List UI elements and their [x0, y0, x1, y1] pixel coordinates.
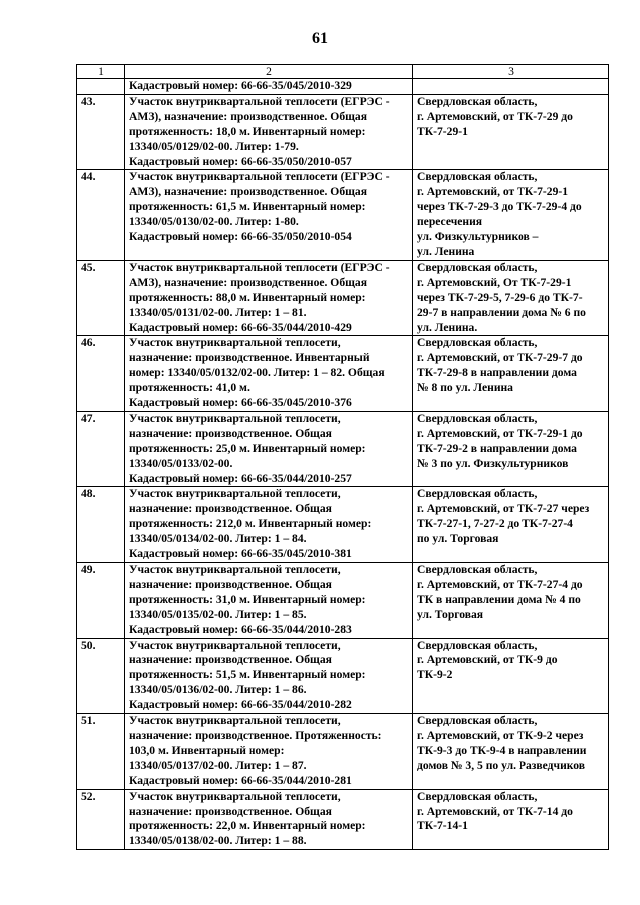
address-cell — [413, 170, 609, 260]
address-line: № 3 по ул. Физкультурников — [417, 456, 569, 470]
address-line: по ул. Торговая — [417, 532, 499, 546]
address-cell — [413, 411, 609, 487]
address-line: г. Артемовский, от ТК-7-29-7 до — [417, 351, 583, 365]
description-line: Участок внутриквартальной теплосети (ЕГРЭС - — [129, 170, 390, 184]
table-row — [77, 563, 609, 639]
address-line: г. Артемовский, от ТК-7-29-1 — [417, 185, 569, 199]
description-cell — [125, 563, 413, 639]
address-line: г. Артемовский, от ТК-9 до — [417, 653, 558, 667]
column-header-number: 1 — [77, 65, 125, 79]
description-line: Кадастровый номер: 66-66-35/045/2010-376 — [129, 396, 352, 410]
address-line: ТК-7-27-1, 7-27-2 до ТК-7-27-4 — [417, 517, 573, 531]
address-cell — [413, 789, 609, 850]
description-line: Участок внутриквартальной теплосети (ЕГРЭС - — [129, 94, 390, 108]
address-line: Свердловская область, — [417, 638, 538, 652]
address-line: ТК-9-3 до ТК-9-4 в направлении — [417, 743, 587, 757]
row-number-cell: 48. — [77, 487, 125, 563]
description-cell — [125, 714, 413, 790]
description-line: Участок внутриквартальной теплосети, — [129, 563, 341, 576]
address-cell — [413, 638, 609, 714]
address-line: г. Артемовский, от ТК-7-29 до — [417, 109, 573, 123]
column-header-address: 3 — [413, 65, 609, 79]
address-line: ТК-7-29-2 в направлении дома — [417, 441, 577, 455]
table-row — [77, 714, 609, 790]
address-line: г. Артемовский, от ТК-7-27 через — [417, 502, 590, 516]
description-line: АМЗ), назначение: производственное. Общая — [129, 185, 367, 199]
description-line: назначение: производственное. Инвентарный — [129, 351, 370, 365]
row-number-cell: 51. — [77, 714, 125, 790]
description-line: Участок внутриквартальной теплосети, — [129, 714, 341, 728]
description-line: 13340/05/0134/02-00. Литер: 1 – 84. — [129, 532, 307, 546]
address-cell — [413, 79, 609, 95]
description-cell — [125, 79, 413, 95]
row-number-cell: 47. — [77, 411, 125, 487]
address-line: Свердловская область, — [417, 170, 538, 184]
row-number-cell: 46. — [77, 336, 125, 412]
address-line: домов № 3, 5 по ул. Разведчиков — [417, 758, 586, 772]
row-number-cell: 49. — [77, 563, 125, 639]
table-row — [77, 170, 609, 260]
description-line: Кадастровый номер: 66-66-35/044/2010-257 — [129, 471, 352, 485]
address-line: Свердловская область, — [417, 563, 538, 576]
address-line: г. Артемовский, от ТК-7-14 до — [417, 804, 573, 818]
description-line: 13340/05/0131/02-00. Литер: 1 – 81. — [129, 305, 307, 319]
table-row — [77, 260, 609, 336]
description-line: назначение: производственное. Общая — [129, 426, 332, 440]
description-line: Участок внутриквартальной теплосети, — [129, 336, 341, 350]
description-line: назначение: производственное. Общая — [129, 502, 332, 516]
description-line: 13340/05/0136/02-00. Литер: 1 – 86. — [129, 683, 307, 697]
address-line: ул. Торговая — [417, 607, 484, 621]
description-line: 13340/05/0135/02-00. Литер: 1 – 85. — [129, 607, 307, 621]
description-line: протяженность: 25,0 м. Инвентарный номер: — [129, 441, 366, 455]
table-row — [77, 94, 609, 170]
description-line: назначение: производственное. Протяженность: — [129, 728, 382, 742]
address-line: ул. Ленина — [417, 244, 475, 258]
address-line: ТК-7-29-8 в направлении дома — [417, 366, 577, 380]
address-line: ул. Физкультурников – — [417, 230, 539, 244]
description-line: 13340/05/0129/02-00. Литер: 1-79. — [129, 139, 299, 153]
address-line: ТК-7-14-1 — [417, 819, 468, 833]
description-line: 13340/05/0130/02-00. Литер: 1-80. — [129, 215, 299, 229]
table-row — [77, 336, 609, 412]
description-line: назначение: производственное. Общая — [129, 653, 332, 667]
address-line: пересечения — [417, 215, 483, 229]
description-cell — [125, 411, 413, 487]
description-cell — [125, 260, 413, 336]
address-line: Свердловская область, — [417, 260, 538, 274]
table-row — [77, 638, 609, 714]
description-line: Кадастровый номер: 66-66-35/044/2010-282 — [129, 698, 352, 712]
address-line: г. Артемовский, от ТК-7-29-1 до — [417, 426, 583, 440]
description-line: назначение: производственное. Общая — [129, 577, 332, 591]
row-number-cell: 43. — [77, 94, 125, 170]
address-line: ТК-9-2 — [417, 668, 453, 682]
address-line: ул. Ленина. — [417, 320, 478, 334]
description-line: Кадастровый номер: 66-66-35/045/2010-381 — [129, 547, 352, 561]
address-line: Свердловская область, — [417, 714, 538, 728]
row-number-cell: 52. — [77, 789, 125, 850]
description-line: Участок внутриквартальной теплосети, — [129, 487, 341, 501]
description-line: Кадастровый номер: 66-66-35/044/2010-283 — [129, 622, 352, 636]
description-line: протяженность: 88,0 м. Инвентарный номер: — [129, 290, 366, 304]
description-line: протяженность: 22,0 м. Инвентарный номер: — [129, 819, 366, 833]
row-number-cell — [77, 79, 125, 95]
address-line: г. Артемовский, от ТК-7-27-4 до — [417, 577, 583, 591]
description-cell — [125, 94, 413, 170]
address-line: Свердловская область, — [417, 789, 538, 803]
column-header-description: 2 — [125, 65, 413, 79]
description-line: Кадастровый номер: 66-66-35/050/2010-054 — [129, 230, 352, 244]
description-line: АМЗ), назначение: производственное. Общая — [129, 275, 367, 289]
address-line: ТК-7-29-1 — [417, 124, 468, 138]
address-cell — [413, 260, 609, 336]
description-line: 13340/05/0133/02-00. — [129, 456, 233, 470]
description-line: 13340/05/0138/02-00. Литер: 1 – 88. — [129, 834, 307, 848]
address-line: через ТК-7-29-3 до ТК-7-29-4 до — [417, 200, 582, 214]
description-line: Участок внутриквартальной теплосети (ЕГРЭС - — [129, 260, 390, 274]
address-cell — [413, 714, 609, 790]
address-line: г. Артемовский, от ТК-9-2 через — [417, 728, 584, 742]
description-line: 103,0 м. Инвентарный номер: — [129, 743, 285, 757]
description-line: Кадастровый номер: 66-66-35/045/2010-329 — [129, 79, 352, 92]
address-line: Свердловская область, — [417, 487, 538, 501]
address-cell — [413, 94, 609, 170]
description-line: Участок внутриквартальной теплосети, — [129, 789, 341, 803]
property-registry-table — [76, 64, 609, 850]
description-line: номер: 13340/05/0132/02-00. Литер: 1 – 82. Общая — [129, 366, 385, 380]
description-line: протяженность: 51,5 м. Инвентарный номер: — [129, 668, 366, 682]
description-line: Участок внутриквартальной теплосети, — [129, 638, 341, 652]
address-line: Свердловская область, — [417, 94, 538, 108]
address-line: Свердловская область, — [417, 411, 538, 425]
description-line: 13340/05/0137/02-00. Литер: 1 – 87. — [129, 758, 307, 772]
address-line: г. Артемовский, От ТК-7-29-1 — [417, 275, 572, 289]
row-number-cell: 50. — [77, 638, 125, 714]
row-number-cell: 45. — [77, 260, 125, 336]
address-cell — [413, 487, 609, 563]
description-line: протяженность: 18,0 м. Инвентарный номер: — [129, 124, 366, 138]
address-line: Свердловская область, — [417, 336, 538, 350]
description-cell — [125, 336, 413, 412]
description-line: протяженность: 31,0 м. Инвентарный номер: — [129, 592, 366, 606]
description-line: АМЗ), назначение: производственное. Общая — [129, 109, 367, 123]
address-cell — [413, 336, 609, 412]
description-cell — [125, 638, 413, 714]
table-row — [77, 789, 609, 850]
address-cell — [413, 563, 609, 639]
description-line: назначение: производственное. Общая — [129, 804, 332, 818]
description-line: Кадастровый номер: 66-66-35/044/2010-429 — [129, 320, 352, 334]
description-line: Кадастровый номер: 66-66-35/044/2010-281 — [129, 773, 352, 787]
description-line: протяженность: 61,5 м. Инвентарный номер: — [129, 200, 366, 214]
description-line: Участок внутриквартальной теплосети, — [129, 411, 341, 425]
address-line: ТК в направлении дома № 4 по — [417, 592, 581, 606]
table-header-row — [77, 65, 609, 79]
page-number: 61 — [312, 30, 328, 47]
description-line: протяженность: 212,0 м. Инвентарный номер: — [129, 517, 372, 531]
table-row — [77, 487, 609, 563]
row-number-cell: 44. — [77, 170, 125, 260]
description-cell — [125, 170, 413, 260]
address-line: № 8 по ул. Ленина — [417, 381, 513, 395]
table-row — [77, 411, 609, 487]
continuation-row — [77, 79, 609, 95]
description-line: Кадастровый номер: 66-66-35/050/2010-057 — [129, 154, 352, 168]
description-cell — [125, 487, 413, 563]
address-line: через ТК-7-29-5, 7-29-6 до ТК-7- — [417, 290, 583, 304]
address-line: 29-7 в направлении дома № 6 по — [417, 305, 586, 319]
description-cell — [125, 789, 413, 850]
description-line: протяженность: 41,0 м. — [129, 381, 250, 395]
